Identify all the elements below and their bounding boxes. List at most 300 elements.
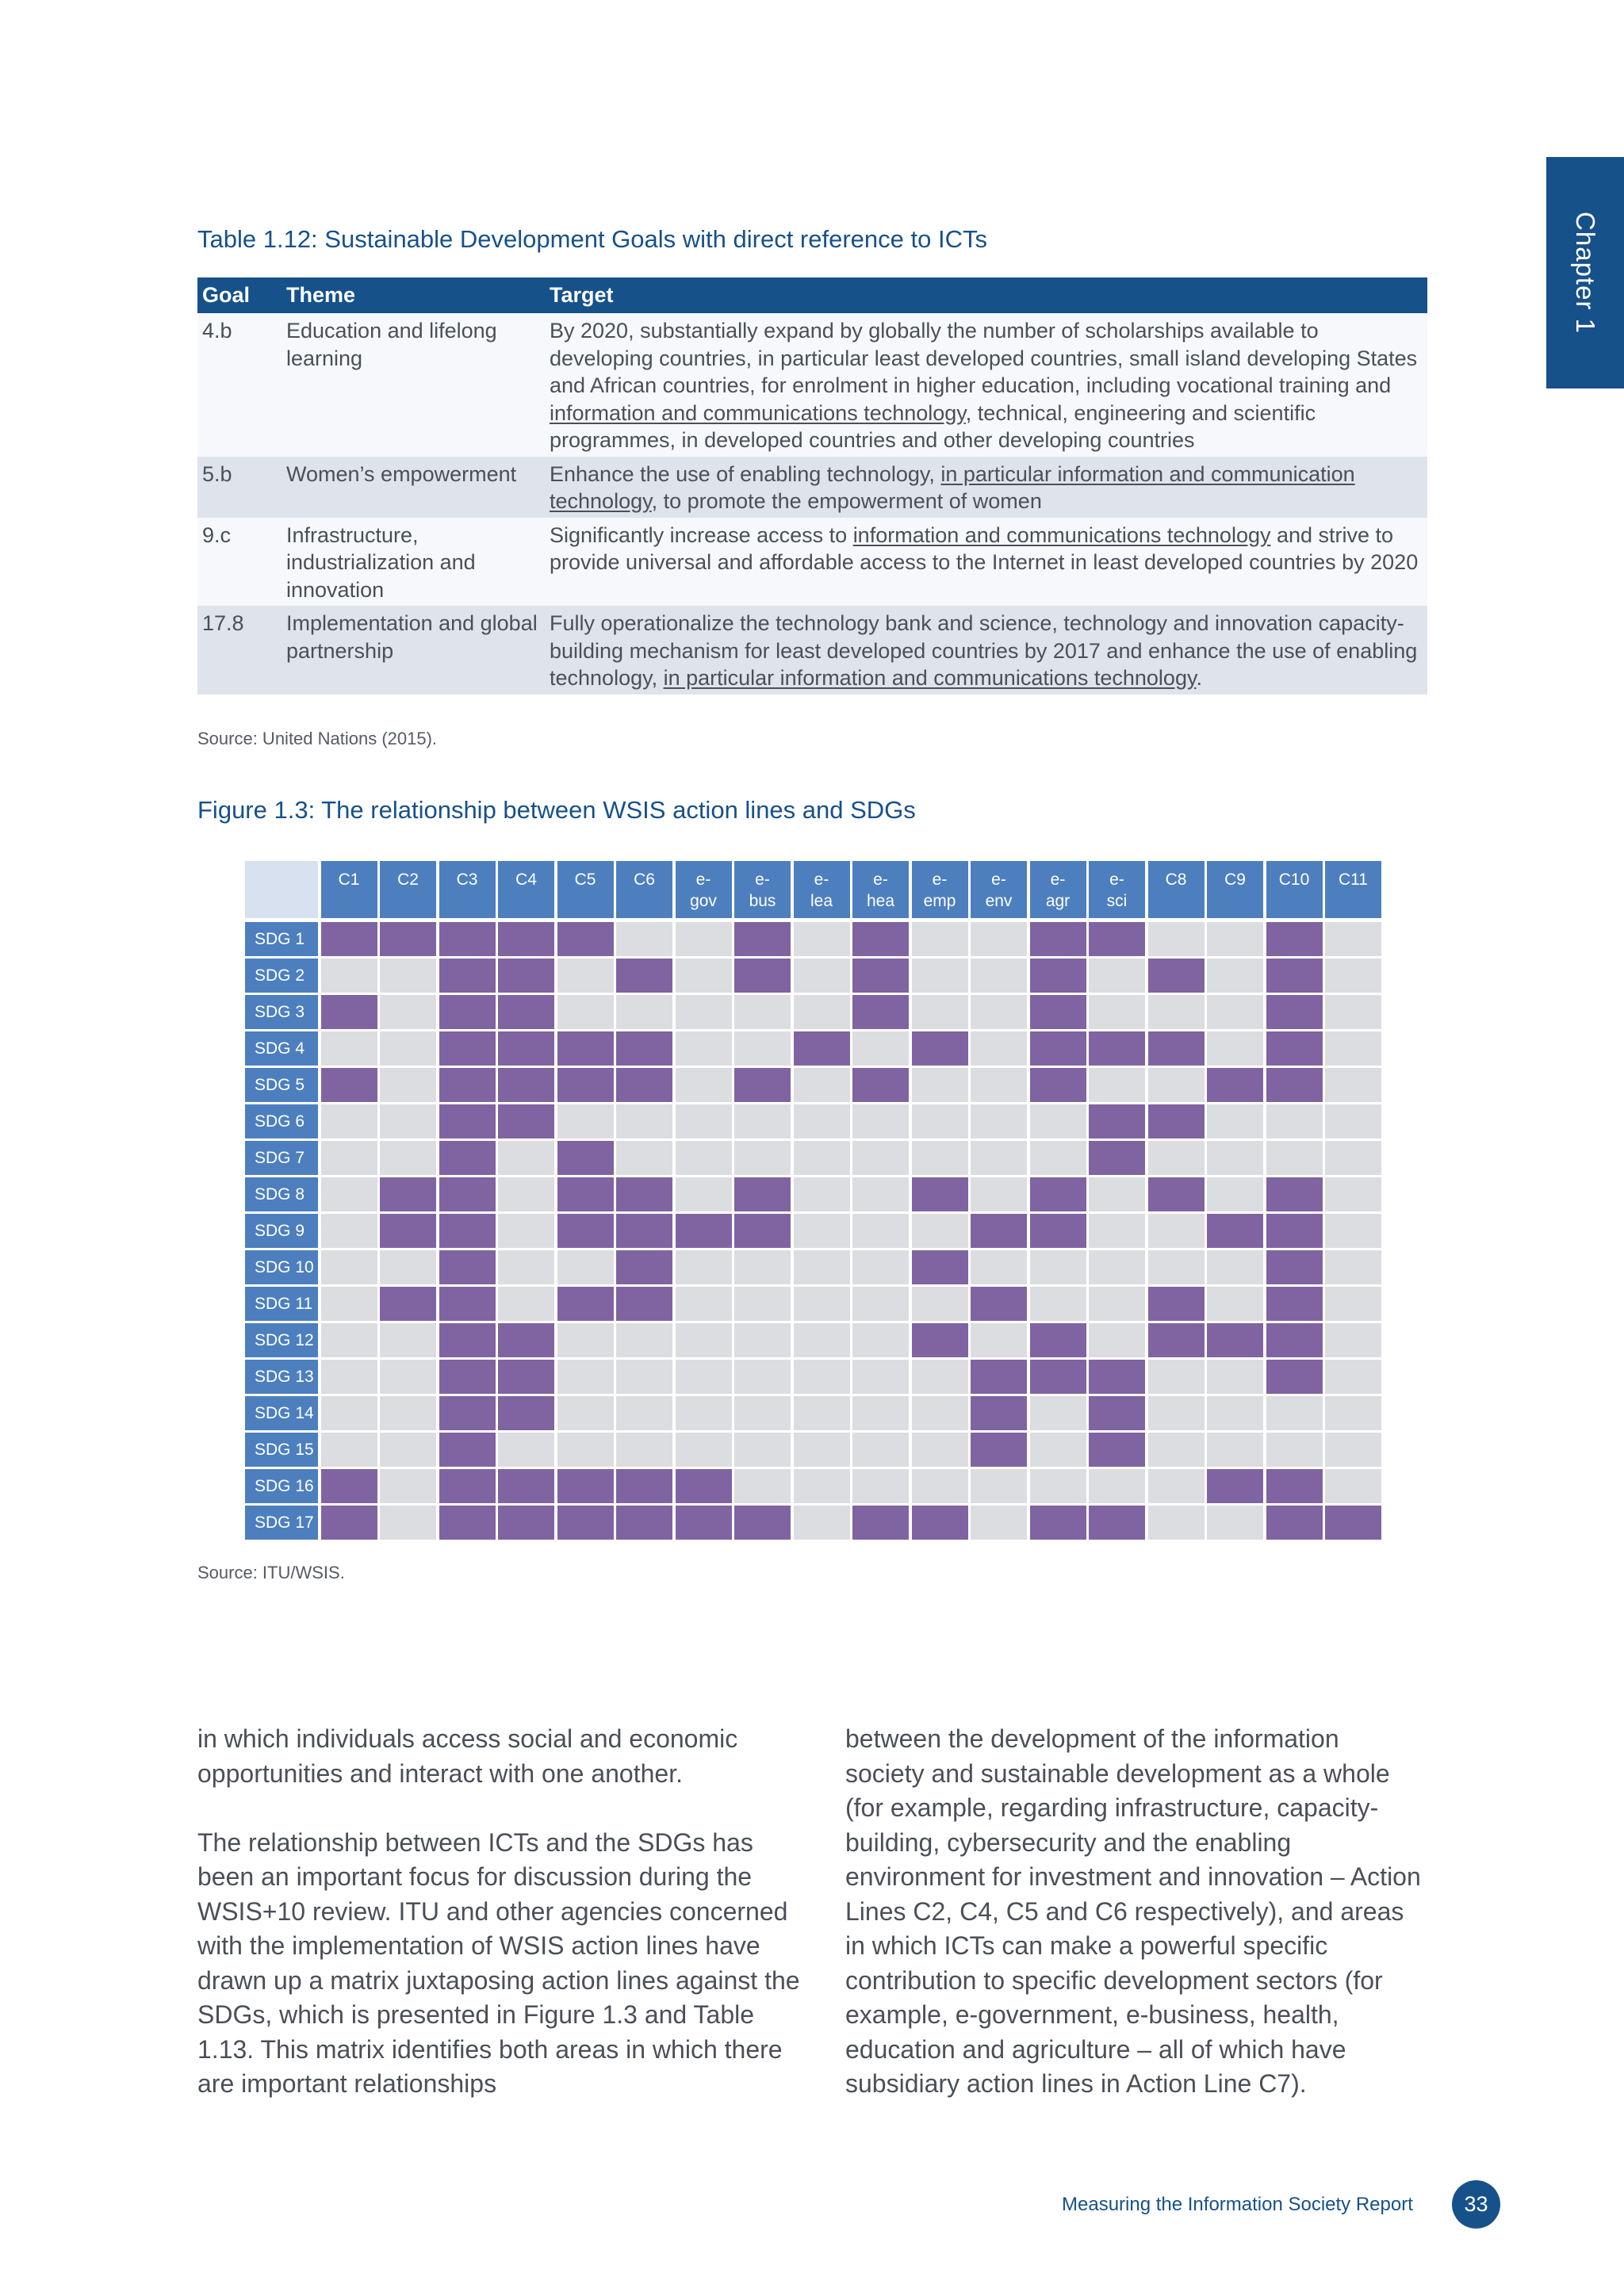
target-text: Fully operationalize the technology bank and science, technology and innovation capacity-building mechanism for least developed countries by 2017 and enhance the use of enabling technology, xyxy=(550,611,1418,690)
matrix-row-label: SDG 1 xyxy=(245,922,318,956)
matrix-cell-unlinked xyxy=(912,1433,968,1467)
table-row xyxy=(197,313,1427,457)
table-title: Table 1.12: Sustainable Development Goals with direct reference to ICTs xyxy=(197,225,987,253)
matrix-cell-linked xyxy=(1030,1031,1086,1066)
matrix-cell-unlinked xyxy=(616,1433,672,1467)
matrix-cell-linked xyxy=(616,1068,672,1102)
matrix-cell-unlinked xyxy=(1325,1396,1381,1430)
matrix-cell-linked xyxy=(498,995,554,1029)
matrix-row-label: SDG 13 xyxy=(245,1360,318,1394)
matrix-cell-unlinked xyxy=(1089,959,1145,993)
matrix-cell-unlinked xyxy=(1325,995,1381,1029)
matrix-cell-linked xyxy=(439,1214,496,1248)
matrix-cell-unlinked xyxy=(1325,1469,1381,1503)
matrix-cell-unlinked xyxy=(1148,1250,1205,1284)
matrix-cell-linked xyxy=(616,1177,672,1211)
matrix-cell-linked xyxy=(912,1031,968,1066)
matrix-cell-linked xyxy=(1089,1433,1145,1467)
matrix-cell-unlinked xyxy=(1089,1214,1145,1248)
table-row xyxy=(197,518,1427,607)
matrix-cell-unlinked xyxy=(794,1177,850,1211)
matrix-cell-unlinked xyxy=(1325,1360,1381,1394)
matrix-cell-unlinked xyxy=(1207,1141,1263,1175)
paragraph: in which individuals access social and economic opportunities and interact with one another. xyxy=(197,1724,738,1788)
matrix-cell-unlinked xyxy=(971,959,1027,993)
matrix-cell-unlinked xyxy=(498,1433,554,1467)
figure-source: Source: ITU/WSIS. xyxy=(197,1563,345,1582)
matrix-cell-linked xyxy=(439,1433,496,1467)
matrix-cell-linked xyxy=(852,995,909,1029)
matrix-cell-linked xyxy=(1266,1469,1323,1503)
matrix-cell-linked xyxy=(439,959,496,993)
matrix-cell-unlinked xyxy=(912,922,968,956)
matrix-cell-linked xyxy=(557,1287,614,1321)
matrix-cell-linked xyxy=(557,1506,614,1540)
matrix-cell-unlinked xyxy=(676,1068,732,1102)
matrix-cell-linked xyxy=(1148,1323,1205,1357)
matrix-cell-unlinked xyxy=(971,1104,1027,1138)
matrix-cell-linked xyxy=(734,959,791,993)
matrix-cell-unlinked xyxy=(1266,1396,1323,1430)
matrix-cell-linked xyxy=(380,922,436,956)
matrix-row-label: SDG 15 xyxy=(245,1433,318,1467)
matrix-cell-unlinked xyxy=(676,1396,732,1430)
matrix-cell-unlinked xyxy=(676,922,732,956)
matrix-cell-linked xyxy=(439,1068,496,1102)
matrix-cell-unlinked xyxy=(1089,1177,1145,1211)
matrix-cell-linked xyxy=(1030,1214,1086,1248)
matrix-cell-linked xyxy=(734,922,791,956)
matrix-cell-linked xyxy=(1148,959,1205,993)
matrix-cell-unlinked xyxy=(380,1323,436,1357)
matrix-cell-unlinked xyxy=(794,1469,850,1503)
paragraph: The relationship between ICTs and the SDGs has been an important focus for discussion during the WSIS+10 review. ITU and other agencies concerned with the implementation of WSIS action lines have drawn up a matrix juxtaposing action lines against the SDGs, which is presented in Figure 1.3 and Table 1.13. This matrix identifies both areas in which there are important relationships xyxy=(197,1827,800,2098)
matrix-cell-unlinked xyxy=(321,1433,377,1467)
matrix-cell-unlinked xyxy=(380,1031,436,1066)
matrix-cell-linked xyxy=(439,1287,496,1321)
matrix-cell-linked xyxy=(1089,1104,1145,1138)
matrix-cell-unlinked xyxy=(676,1031,732,1066)
matrix-cell-linked xyxy=(1207,1068,1263,1102)
target-text: Enhance the use of enabling technology, xyxy=(550,461,941,486)
matrix-cell-linked xyxy=(1266,1068,1323,1102)
matrix-cell-linked xyxy=(439,1360,496,1394)
matrix-cell-unlinked xyxy=(321,1287,377,1321)
matrix-column-header: C6 xyxy=(616,861,672,918)
matrix-cell-unlinked xyxy=(794,1068,850,1102)
target-cell xyxy=(545,606,1427,695)
matrix-cell-unlinked xyxy=(380,1396,436,1430)
matrix-cell-unlinked xyxy=(794,1104,850,1138)
matrix-cell-unlinked xyxy=(1148,922,1205,956)
matrix-column-header: C1 xyxy=(321,861,377,918)
matrix-cell-linked xyxy=(912,1177,968,1211)
matrix-cell-linked xyxy=(321,1469,377,1503)
matrix-cell-unlinked xyxy=(912,1068,968,1102)
matrix-cell-unlinked xyxy=(557,1250,614,1284)
matrix-cell-linked xyxy=(557,1469,614,1503)
matrix-cell-linked xyxy=(439,995,496,1029)
matrix-cell-linked xyxy=(1148,1177,1205,1211)
matrix-cell-unlinked xyxy=(1148,1068,1205,1102)
matrix-cell-unlinked xyxy=(971,1506,1027,1540)
matrix-cell-unlinked xyxy=(794,1323,850,1357)
matrix-column-header: e- lea xyxy=(794,861,850,918)
matrix-cell-linked xyxy=(1266,1287,1323,1321)
matrix-row-label: SDG 17 xyxy=(245,1506,318,1540)
matrix-cell-linked xyxy=(321,1506,377,1540)
matrix-cell-unlinked xyxy=(1148,1360,1205,1394)
matrix-cell-unlinked xyxy=(498,1214,554,1248)
matrix-cell-unlinked xyxy=(380,1250,436,1284)
matrix-cell-linked xyxy=(1266,1250,1323,1284)
matrix-cell-linked xyxy=(1148,1031,1205,1066)
matrix-cell-unlinked xyxy=(971,1250,1027,1284)
matrix-cell-linked xyxy=(794,1031,850,1066)
matrix-row-label: SDG 5 xyxy=(245,1068,318,1102)
matrix-cell-linked xyxy=(1266,1506,1323,1540)
matrix-cell-unlinked xyxy=(1030,1141,1086,1175)
matrix-cell-linked xyxy=(557,922,614,956)
matrix-cell-linked xyxy=(557,1068,614,1102)
target-text: . xyxy=(1196,666,1202,690)
matrix-cell-linked xyxy=(321,1068,377,1102)
header-theme: Theme xyxy=(282,277,545,313)
matrix-cell-unlinked xyxy=(616,1104,672,1138)
matrix-cell-unlinked xyxy=(852,1250,909,1284)
matrix-cell-unlinked xyxy=(852,1360,909,1394)
target-link: information and communications technology xyxy=(852,522,1271,547)
matrix-cell-linked xyxy=(439,1141,496,1175)
matrix-cell-unlinked xyxy=(912,1104,968,1138)
matrix-cell-unlinked xyxy=(557,1104,614,1138)
matrix-cell-unlinked xyxy=(912,1469,968,1503)
figure-title: Figure 1.3: The relationship between WSIS action lines and SDGs xyxy=(197,796,916,824)
matrix-cell-unlinked xyxy=(676,1177,732,1211)
matrix-cell-linked xyxy=(439,1506,496,1540)
matrix-cell-unlinked xyxy=(380,1104,436,1138)
matrix-cell-linked xyxy=(498,1323,554,1357)
matrix-cell-unlinked xyxy=(1148,1141,1205,1175)
matrix-cell-unlinked xyxy=(498,1287,554,1321)
matrix-column-header: e- agr xyxy=(1030,861,1086,918)
matrix-cell-linked xyxy=(1266,922,1323,956)
target-link: in particular information and communication technology xyxy=(550,461,1355,513)
matrix-column-header: C5 xyxy=(557,861,614,918)
matrix-cell-linked xyxy=(1030,1177,1086,1211)
matrix-cell-unlinked xyxy=(1207,1506,1263,1540)
body-column-right xyxy=(845,1722,1424,2136)
matrix-cell-unlinked xyxy=(734,1360,791,1394)
matrix-cell-unlinked xyxy=(557,1323,614,1357)
matrix-cell-unlinked xyxy=(380,1506,436,1540)
matrix-cell-linked xyxy=(380,1214,436,1248)
target-cell xyxy=(545,313,1427,457)
matrix-cell-unlinked xyxy=(1325,1104,1381,1138)
matrix-cell-linked xyxy=(971,1433,1027,1467)
matrix-cell-linked xyxy=(616,1506,672,1540)
matrix-cell-linked xyxy=(616,1250,672,1284)
matrix-cell-unlinked xyxy=(852,1214,909,1248)
matrix-cell-unlinked xyxy=(380,959,436,993)
matrix-cell-linked xyxy=(439,1031,496,1066)
matrix-cell-unlinked xyxy=(794,1287,850,1321)
matrix-cell-unlinked xyxy=(616,1396,672,1430)
matrix-cell-unlinked xyxy=(321,1177,377,1211)
matrix-cell-unlinked xyxy=(1089,1323,1145,1357)
matrix-row-label: SDG 11 xyxy=(245,1287,318,1321)
matrix-row-label: SDG 7 xyxy=(245,1141,318,1175)
matrix-cell-unlinked xyxy=(852,1396,909,1430)
matrix-cell-unlinked xyxy=(321,1323,377,1357)
matrix-cell-unlinked xyxy=(616,1323,672,1357)
matrix-cell-linked xyxy=(380,1177,436,1211)
matrix-cell-unlinked xyxy=(1089,995,1145,1029)
matrix-column-header: C4 xyxy=(498,861,554,918)
matrix-column-header: e- bus xyxy=(734,861,791,918)
matrix-cell-unlinked xyxy=(1148,1433,1205,1467)
matrix-cell-unlinked xyxy=(321,1141,377,1175)
matrix-cell-unlinked xyxy=(794,1250,850,1284)
target-text: Significantly increase access to xyxy=(550,522,853,547)
matrix-row-label: SDG 14 xyxy=(245,1396,318,1430)
matrix-cell-unlinked xyxy=(676,1433,732,1467)
matrix-cell-linked xyxy=(1089,1141,1145,1175)
matrix-cell-unlinked xyxy=(852,1469,909,1503)
matrix-cell-unlinked xyxy=(1207,1250,1263,1284)
matrix-cell-unlinked xyxy=(1089,1287,1145,1321)
matrix-column-header: C8 xyxy=(1148,861,1205,918)
matrix-cell-unlinked xyxy=(971,1031,1027,1066)
matrix-cell-unlinked xyxy=(912,995,968,1029)
header-goal: Goal xyxy=(197,277,282,313)
table-source: Source: United Nations (2015). xyxy=(197,729,438,748)
matrix-cell-linked xyxy=(1089,1506,1145,1540)
matrix-column-header: C11 xyxy=(1325,861,1381,918)
matrix-cell-linked xyxy=(676,1469,732,1503)
matrix-cell-unlinked xyxy=(676,1323,732,1357)
matrix-cell-linked xyxy=(498,1506,554,1540)
theme-cell: Women’s empowerment xyxy=(282,457,545,518)
matrix-cell-unlinked xyxy=(1030,1104,1086,1138)
matrix-cell-linked xyxy=(321,922,377,956)
matrix-cell-linked xyxy=(498,1396,554,1430)
goal-cell: 17.8 xyxy=(197,606,282,695)
matrix-cell-unlinked xyxy=(1207,1396,1263,1430)
matrix-cell-unlinked xyxy=(1089,1469,1145,1503)
matrix-cell-linked xyxy=(557,1141,614,1175)
matrix-cell-unlinked xyxy=(676,1141,732,1175)
matrix-cell-unlinked xyxy=(1089,1250,1145,1284)
theme-cell: Infrastructure, industrialization and innovation xyxy=(282,518,545,607)
matrix-cell-linked xyxy=(321,995,377,1029)
matrix-cell-linked xyxy=(439,1104,496,1138)
matrix-cell-unlinked xyxy=(380,995,436,1029)
matrix-cell-linked xyxy=(734,1214,791,1248)
matrix-cell-linked xyxy=(616,1031,672,1066)
matrix-cell-unlinked xyxy=(734,995,791,1029)
matrix-cell-linked xyxy=(439,1250,496,1284)
matrix-cell-linked xyxy=(498,922,554,956)
matrix-cell-unlinked xyxy=(794,995,850,1029)
matrix-column-header: C3 xyxy=(439,861,496,918)
matrix-cell-linked xyxy=(1266,995,1323,1029)
matrix-cell-unlinked xyxy=(676,1287,732,1321)
matrix-cell-linked xyxy=(439,1396,496,1430)
matrix-cell-unlinked xyxy=(616,922,672,956)
matrix-cell-unlinked xyxy=(321,1396,377,1430)
matrix-cell-unlinked xyxy=(1325,922,1381,956)
matrix-cell-unlinked xyxy=(498,1250,554,1284)
matrix-cell-linked xyxy=(971,1396,1027,1430)
matrix-cell-unlinked xyxy=(852,1287,909,1321)
matrix-cell-linked xyxy=(498,1031,554,1066)
matrix-cell-unlinked xyxy=(557,995,614,1029)
matrix-row-label: SDG 16 xyxy=(245,1469,318,1503)
matrix-cell-unlinked xyxy=(1030,1287,1086,1321)
matrix-cell-unlinked xyxy=(852,1104,909,1138)
matrix-cell-unlinked xyxy=(794,1433,850,1467)
matrix-cell-linked xyxy=(1030,995,1086,1029)
matrix-cell-unlinked xyxy=(1148,1506,1205,1540)
matrix-cell-linked xyxy=(852,959,909,993)
matrix-cell-linked xyxy=(912,1250,968,1284)
matrix-row-label: SDG 3 xyxy=(245,995,318,1029)
matrix-cell-unlinked xyxy=(971,1469,1027,1503)
matrix-cell-linked xyxy=(1030,1506,1086,1540)
matrix-column-header: C2 xyxy=(380,861,436,918)
matrix-cell-linked xyxy=(616,1214,672,1248)
matrix-cell-linked xyxy=(1266,1031,1323,1066)
matrix-cell-linked xyxy=(676,1506,732,1540)
matrix-cell-unlinked xyxy=(1148,1469,1205,1503)
matrix-cell-linked xyxy=(1089,1031,1145,1066)
matrix-row-label: SDG 4 xyxy=(245,1031,318,1066)
matrix-cell-unlinked xyxy=(852,1433,909,1467)
matrix-cell-linked xyxy=(734,1506,791,1540)
matrix-cell-unlinked xyxy=(1207,1433,1263,1467)
matrix-cell-unlinked xyxy=(734,1031,791,1066)
matrix-cell-unlinked xyxy=(1325,1141,1381,1175)
matrix-cell-linked xyxy=(439,922,496,956)
body-column-left xyxy=(197,1722,800,2136)
matrix-row-label: SDG 8 xyxy=(245,1177,318,1211)
matrix-cell-linked xyxy=(734,1068,791,1102)
matrix-cell-linked xyxy=(1089,1396,1145,1430)
matrix-cell-unlinked xyxy=(380,1469,436,1503)
matrix-cell-unlinked xyxy=(734,1141,791,1175)
matrix-cell-unlinked xyxy=(1207,1360,1263,1394)
matrix-column-header: e- sci xyxy=(1089,861,1145,918)
matrix-cell-linked xyxy=(852,1506,909,1540)
matrix-cell-linked xyxy=(557,1031,614,1066)
matrix-cell-unlinked xyxy=(734,1250,791,1284)
matrix-cell-linked xyxy=(439,1469,496,1503)
matrix-cell-unlinked xyxy=(1207,959,1263,993)
matrix-cell-linked xyxy=(852,1068,909,1102)
matrix-cell-unlinked xyxy=(971,995,1027,1029)
matrix-column-header: e- env xyxy=(971,861,1027,918)
target-text: and strive to provide universal and affordable access to the Internet in least developed countries by 2020 xyxy=(550,522,1419,574)
matrix-cell-unlinked xyxy=(321,1104,377,1138)
matrix-cell-unlinked xyxy=(794,1214,850,1248)
matrix-row-label: SDG 2 xyxy=(245,959,318,993)
matrix-cell-unlinked xyxy=(1266,1433,1323,1467)
matrix-cell-unlinked xyxy=(380,1141,436,1175)
matrix-cell-linked xyxy=(1148,1287,1205,1321)
matrix-cell-linked xyxy=(1030,1068,1086,1102)
target-cell xyxy=(545,518,1427,607)
matrix-cell-unlinked xyxy=(1148,1214,1205,1248)
matrix-cell-unlinked xyxy=(321,1214,377,1248)
target-link: information and communications technology xyxy=(550,400,966,425)
matrix-cell-unlinked xyxy=(1207,1104,1263,1138)
matrix-cell-unlinked xyxy=(912,959,968,993)
matrix-cell-unlinked xyxy=(380,1360,436,1394)
matrix-row-label: SDG 12 xyxy=(245,1323,318,1357)
matrix-row-label: SDG 9 xyxy=(245,1214,318,1248)
matrix-cell-unlinked xyxy=(1207,1031,1263,1066)
table-row xyxy=(197,457,1427,518)
matrix-cell-unlinked xyxy=(912,1214,968,1248)
matrix-cell-unlinked xyxy=(1325,1214,1381,1248)
matrix-cell-unlinked xyxy=(734,1104,791,1138)
matrix-cell-unlinked xyxy=(1325,959,1381,993)
matrix-cell-unlinked xyxy=(321,1360,377,1394)
matrix-cell-linked xyxy=(616,1469,672,1503)
matrix-cell-unlinked xyxy=(912,1287,968,1321)
matrix-cell-unlinked xyxy=(676,1104,732,1138)
target-link: in particular information and communications technology xyxy=(663,666,1197,690)
matrix-cell-linked xyxy=(498,1068,554,1102)
matrix-cell-linked xyxy=(1266,1323,1323,1357)
chapter-tab-label: Chapter 1 xyxy=(1571,212,1600,334)
matrix-cell-linked xyxy=(1207,1214,1263,1248)
table-row xyxy=(197,606,1427,695)
matrix-cell-linked xyxy=(971,1214,1027,1248)
matrix-cell-unlinked xyxy=(794,1360,850,1394)
matrix-cell-unlinked xyxy=(676,1250,732,1284)
matrix-cell-unlinked xyxy=(1325,1031,1381,1066)
matrix-cell-unlinked xyxy=(1089,1068,1145,1102)
matrix-cell-unlinked xyxy=(380,1433,436,1467)
matrix-cell-unlinked xyxy=(971,1141,1027,1175)
matrix-column-header: e- hea xyxy=(852,861,909,918)
target-text: , to promote the empowerment of women xyxy=(651,489,1042,513)
matrix-cell-linked xyxy=(1089,922,1145,956)
matrix-cell-unlinked xyxy=(794,959,850,993)
matrix-cell-unlinked xyxy=(1325,1177,1381,1211)
matrix-cell-unlinked xyxy=(971,922,1027,956)
matrix-cell-unlinked xyxy=(1207,995,1263,1029)
matrix-cell-linked xyxy=(616,959,672,993)
matrix-cell-linked xyxy=(1030,1323,1086,1357)
matrix-cell-unlinked xyxy=(734,1433,791,1467)
matrix-cell-unlinked xyxy=(734,1396,791,1430)
matrix-cell-linked xyxy=(557,1177,614,1211)
matrix-cell-unlinked xyxy=(1030,1250,1086,1284)
matrix-cell-linked xyxy=(1089,1360,1145,1394)
matrix-cell-unlinked xyxy=(557,1433,614,1467)
matrix-cell-linked xyxy=(498,1104,554,1138)
matrix-cell-linked xyxy=(557,1214,614,1248)
matrix-cell-unlinked xyxy=(852,1141,909,1175)
matrix-cell-unlinked xyxy=(321,959,377,993)
matrix-column-header: C10 xyxy=(1266,861,1323,918)
matrix-cell-unlinked xyxy=(971,1323,1027,1357)
matrix-cell-unlinked xyxy=(498,1177,554,1211)
matrix-cell-linked xyxy=(912,1323,968,1357)
